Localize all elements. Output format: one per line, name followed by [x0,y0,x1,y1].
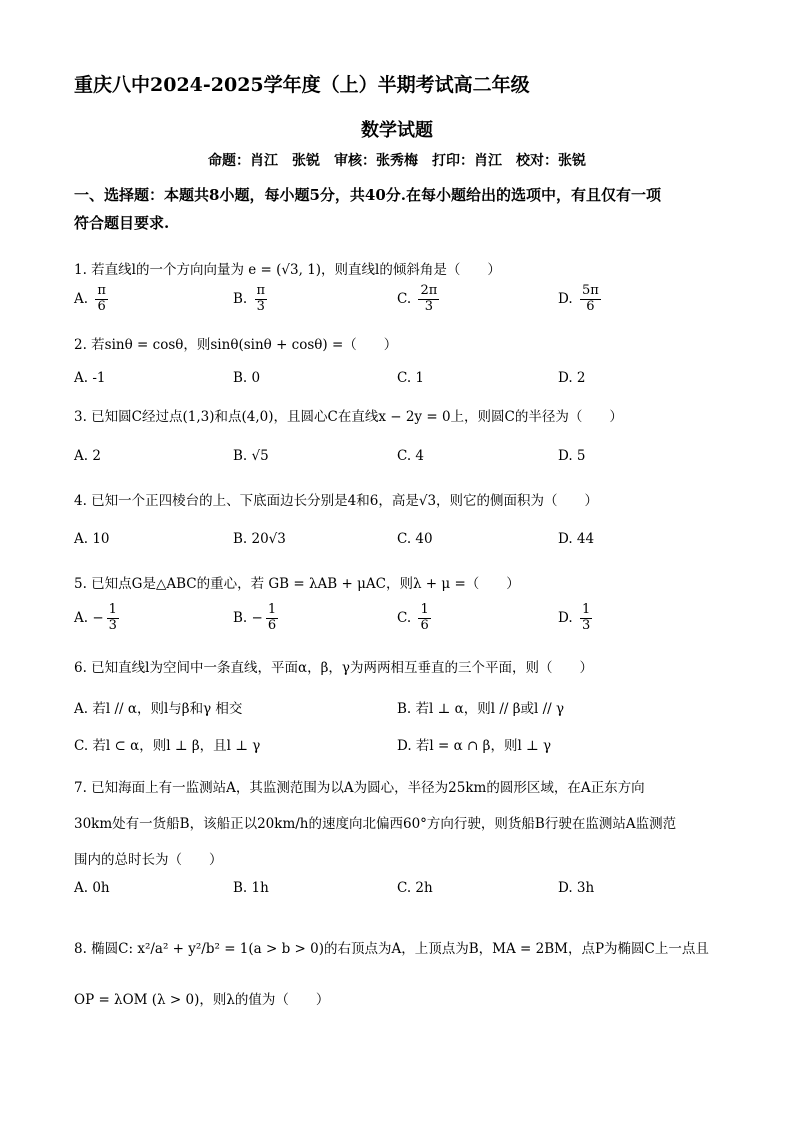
question-7-option-d: D. 3h [558,880,595,896]
question-2-option-b: B. 0 [233,370,261,386]
question-5-stem: 5. 已知点G是△ABC的重心，若 GB = λAB + μAC，则λ + μ =（ ） [74,576,520,592]
option-numerator: 1 [108,602,117,617]
question-8-stem-line1: 8. 椭圆C: x²/a² + y²/b² = 1(a > b > 0)的右顶点为A，上顶点为B，MA = 2BM，点P为椭圆C上一点且 [74,941,709,957]
question-3-stem: 3. 已知圆C经过点(1,3)和点(4,0)，且圆心C在直线x − 2y = 0上，则圆C的半径为（ ） [74,409,623,425]
option-denominator: 6 [586,298,595,314]
option-denominator: 6 [97,298,106,314]
question-5-option-b [233,603,281,634]
option-sign: − [251,609,263,626]
question-2-option-c: C. 1 [397,370,425,386]
option-numerator: 5π [581,283,599,298]
question-2-option-d: D. 2 [558,370,586,386]
option-numerator: 1 [267,602,277,617]
section-heading-line1: 一、选择题：本题共8小题，每小题5分，共40分.在每小题给出的选项中，有且仅有一项 [74,186,661,204]
option-label: A. [74,609,89,626]
question-5-option-d [558,603,595,634]
question-3-option-c: C. 4 [397,448,425,464]
question-7-option-a: A. 0h [74,880,110,896]
option-denominator: 6 [420,617,429,633]
question-4-option-b: B. 20√3 [233,531,286,547]
question-4-option-c: C. 40 [397,531,433,547]
question-3-option-d: D. 5 [558,448,586,464]
question-4-option-d: D. 44 [558,531,595,547]
question-6-option-a: A. 若l // α，则l与β和γ 相交 [74,701,243,717]
option-numerator: 2π [420,283,438,298]
question-3-option-a: A. 2 [74,448,101,464]
exam-credits: 命题：肖江 张锐 审核：张秀梅 打印：肖江 校对：张锐 [208,153,586,169]
question-7-option-c: C. 2h [397,880,433,896]
question-1-option-a [74,284,111,315]
option-label: C. [397,609,412,626]
question-2-stem: 2. 若sinθ = cosθ，则sinθ(sinθ + cosθ) =（ ） [74,337,398,353]
option-numerator: π [97,283,106,298]
option-label: B. [233,609,248,626]
option-label: A. [74,290,89,307]
option-numerator: π [256,283,266,298]
question-4-stem: 4. 已知一个正四棱台的上、下底面边长分别是4和6，高是√3，则它的侧面积为（ ） [74,493,599,509]
question-5-option-a [74,603,122,634]
question-4-option-a: A. 10 [74,531,110,547]
question-3-option-b: B. √5 [233,448,269,464]
option-numerator: 1 [581,602,591,617]
question-7-stem-line3: 围内的总时长为（ ） [74,852,223,868]
section-heading-line2: 符合题目要求. [74,214,170,232]
question-2-option-a: A. -1 [74,370,106,386]
question-1-option-c [397,284,442,315]
exam-title: 重庆八中2024-2025学年度（上）半期考试高二年级 [74,74,530,96]
option-numerator: 1 [420,602,429,617]
question-7-stem-line2: 30km处有一货船B，该船正以20km/h的速度向北偏西60°方向行驶，则货船B行驶在监测站A监测范 [74,816,677,832]
option-label: D. [558,609,573,626]
question-6-option-c: C. 若l ⊂ α，则l ⊥ β，且l ⊥ γ [74,738,261,754]
question-5-option-c [397,603,434,634]
option-label: D. [558,290,573,307]
question-8-stem-line2: OP = λOM (λ > 0)，则λ的值为（ ） [74,992,330,1008]
question-6-option-b: B. 若l ⊥ α，则l // β或l // γ [397,701,565,717]
option-denominator: 3 [108,617,117,633]
exam-subtitle: 数学试题 [361,120,433,141]
option-denominator: 3 [581,617,591,633]
option-denominator: 3 [424,298,433,314]
question-6-option-d: D. 若l = α ∩ β，则l ⊥ γ [397,738,552,754]
option-denominator: 3 [256,298,265,314]
option-label: C. [397,290,412,307]
question-6-stem: 6. 已知直线l为空间中一条直线，平面α，β，γ为两两相互垂直的三个平面，则（ ） [74,660,593,676]
question-1-option-d [558,284,604,315]
question-7-option-b: B. 1h [233,880,269,896]
question-1-option-b [233,284,270,315]
option-label: B. [233,290,248,307]
option-sign: − [92,609,104,626]
question-7-stem-line1: 7. 已知海面上有一监测站A，其监测范围为以A为圆心，半径为25km的圆形区域，在A正东方向 [74,780,645,796]
option-denominator: 6 [267,617,277,633]
question-1-stem: 1. 若直线l的一个方向向量为 e = (√3, 1)，则直线l的倾斜角是（ ） [74,262,501,278]
